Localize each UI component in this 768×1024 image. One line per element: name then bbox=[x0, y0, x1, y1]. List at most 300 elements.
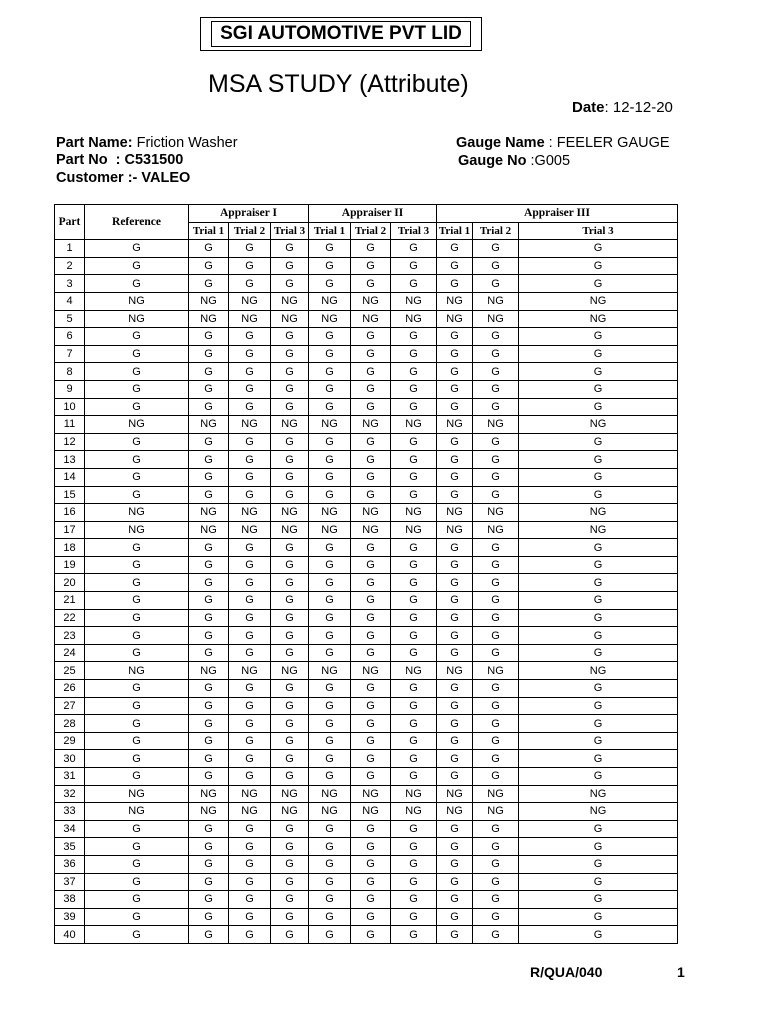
trial-result-cell: G bbox=[271, 380, 309, 398]
trial-result-cell: G bbox=[473, 257, 519, 275]
trial-result-cell: G bbox=[391, 926, 437, 944]
trial-result-cell: G bbox=[229, 644, 271, 662]
part-number-cell: 19 bbox=[55, 556, 85, 574]
appraiser-1-header: Appraiser I bbox=[189, 205, 309, 223]
trial-result-cell: G bbox=[519, 539, 678, 557]
trial-result-cell: G bbox=[391, 433, 437, 451]
trial-result-cell: G bbox=[391, 345, 437, 363]
trial-result-cell: G bbox=[229, 838, 271, 856]
trial-result-cell: G bbox=[519, 574, 678, 592]
trial-result-cell: G bbox=[391, 644, 437, 662]
part-no-label: Part No bbox=[56, 152, 108, 168]
trial-result-cell: G bbox=[473, 398, 519, 416]
trial-result-cell: G bbox=[391, 697, 437, 715]
trial-result-cell: G bbox=[519, 433, 678, 451]
trial-result-cell: G bbox=[351, 644, 391, 662]
trial-result-cell: G bbox=[473, 926, 519, 944]
table-row bbox=[55, 451, 678, 469]
trial-result-cell: G bbox=[189, 451, 229, 469]
gauge-no-label: Gauge No bbox=[458, 153, 527, 169]
trial-result-cell: G bbox=[519, 873, 678, 891]
trial-result-cell: NG bbox=[351, 416, 391, 434]
trial-result-cell: G bbox=[189, 768, 229, 786]
trial-result-cell: G bbox=[391, 486, 437, 504]
trial-result-cell: G bbox=[437, 363, 473, 381]
reference-cell: G bbox=[85, 908, 189, 926]
table-row bbox=[55, 292, 678, 310]
trial-result-cell: G bbox=[309, 926, 351, 944]
trial-result-cell: NG bbox=[189, 504, 229, 522]
trial-result-cell: G bbox=[271, 627, 309, 645]
trial-result-cell: NG bbox=[189, 662, 229, 680]
table-row bbox=[55, 468, 678, 486]
trial-result-cell: G bbox=[473, 275, 519, 293]
trial-result-cell: G bbox=[271, 609, 309, 627]
trial-result-cell: NG bbox=[473, 785, 519, 803]
trial-result-cell: G bbox=[309, 697, 351, 715]
trial-result-cell: G bbox=[473, 680, 519, 698]
trial-result-cell: G bbox=[473, 574, 519, 592]
part-number-cell: 7 bbox=[55, 345, 85, 363]
trial-result-cell: G bbox=[189, 926, 229, 944]
trial-result-cell: G bbox=[351, 345, 391, 363]
trial-result-cell: G bbox=[229, 768, 271, 786]
trial-result-cell: G bbox=[391, 363, 437, 381]
trial-result-cell: G bbox=[189, 556, 229, 574]
a3-trial-1-header: Trial 1 bbox=[437, 222, 473, 240]
trial-result-cell: NG bbox=[271, 785, 309, 803]
trial-result-cell: NG bbox=[271, 310, 309, 328]
part-number-cell: 29 bbox=[55, 732, 85, 750]
part-name-field bbox=[56, 135, 238, 151]
gauge-name-value: : FEELER GAUGE bbox=[544, 135, 670, 151]
trial-result-cell: NG bbox=[309, 785, 351, 803]
trial-result-cell: NG bbox=[309, 310, 351, 328]
table-row bbox=[55, 926, 678, 944]
trial-result-cell: G bbox=[271, 451, 309, 469]
trial-result-cell: G bbox=[309, 539, 351, 557]
trial-result-cell: G bbox=[391, 257, 437, 275]
date-label: Date bbox=[572, 99, 605, 116]
trial-result-cell: G bbox=[519, 838, 678, 856]
trial-result-cell: G bbox=[391, 609, 437, 627]
trial-result-cell: NG bbox=[391, 310, 437, 328]
trial-result-cell: G bbox=[473, 328, 519, 346]
trial-result-cell: NG bbox=[229, 310, 271, 328]
trial-result-cell: G bbox=[309, 750, 351, 768]
trial-result-cell: G bbox=[189, 398, 229, 416]
trial-result-cell: G bbox=[189, 275, 229, 293]
gauge-no-field bbox=[458, 153, 570, 169]
trial-result-cell: G bbox=[473, 451, 519, 469]
trial-result-cell: NG bbox=[309, 662, 351, 680]
trial-result-cell: G bbox=[437, 750, 473, 768]
trial-result-cell: G bbox=[309, 363, 351, 381]
table-row bbox=[55, 680, 678, 698]
part-number-cell: 26 bbox=[55, 680, 85, 698]
trial-result-cell: G bbox=[519, 855, 678, 873]
part-number-cell: 2 bbox=[55, 257, 85, 275]
trial-result-cell: G bbox=[189, 820, 229, 838]
table-row bbox=[55, 345, 678, 363]
part-number-cell: 12 bbox=[55, 433, 85, 451]
trial-result-cell: G bbox=[189, 715, 229, 733]
trial-result-cell: G bbox=[519, 451, 678, 469]
trial-result-cell: G bbox=[391, 556, 437, 574]
trial-result-cell: G bbox=[391, 715, 437, 733]
trial-result-cell: G bbox=[473, 363, 519, 381]
table-row bbox=[55, 504, 678, 522]
table-row bbox=[55, 433, 678, 451]
trial-result-cell: G bbox=[437, 240, 473, 258]
trial-result-cell: G bbox=[391, 574, 437, 592]
trial-result-cell: G bbox=[391, 468, 437, 486]
table-row bbox=[55, 715, 678, 733]
trial-result-cell: G bbox=[271, 468, 309, 486]
trial-result-cell: G bbox=[391, 820, 437, 838]
trial-result-cell: NG bbox=[519, 803, 678, 821]
trial-result-cell: G bbox=[391, 275, 437, 293]
trial-result-cell: G bbox=[189, 873, 229, 891]
trial-result-cell: G bbox=[229, 451, 271, 469]
trial-result-cell: G bbox=[189, 328, 229, 346]
reference-cell: G bbox=[85, 715, 189, 733]
trial-result-cell: G bbox=[351, 433, 391, 451]
trial-result-cell: G bbox=[229, 592, 271, 610]
part-number-cell: 22 bbox=[55, 609, 85, 627]
table-row bbox=[55, 486, 678, 504]
trial-result-cell: G bbox=[189, 750, 229, 768]
trial-result-cell: G bbox=[271, 592, 309, 610]
trial-result-cell: G bbox=[473, 855, 519, 873]
a2-trial-3-header: Trial 3 bbox=[391, 222, 437, 240]
trial-result-cell: G bbox=[351, 609, 391, 627]
table-row bbox=[55, 539, 678, 557]
trial-result-cell: G bbox=[473, 873, 519, 891]
reference-header: Reference bbox=[85, 205, 189, 240]
trial-result-cell: G bbox=[437, 873, 473, 891]
trial-result-cell: G bbox=[351, 363, 391, 381]
trial-result-cell: NG bbox=[519, 416, 678, 434]
a1-trial-2-header: Trial 2 bbox=[229, 222, 271, 240]
part-no-field bbox=[56, 152, 183, 168]
trial-result-cell: G bbox=[519, 240, 678, 258]
trial-result-cell: NG bbox=[229, 292, 271, 310]
trial-result-cell: G bbox=[351, 627, 391, 645]
trial-result-cell: NG bbox=[519, 504, 678, 522]
trial-result-cell: G bbox=[271, 697, 309, 715]
trial-result-cell: NG bbox=[437, 310, 473, 328]
part-number-cell: 27 bbox=[55, 697, 85, 715]
part-number-cell: 8 bbox=[55, 363, 85, 381]
table-row bbox=[55, 363, 678, 381]
trial-result-cell: NG bbox=[437, 504, 473, 522]
table-row bbox=[55, 697, 678, 715]
table-row bbox=[55, 380, 678, 398]
gauge-name-field bbox=[456, 135, 670, 151]
trial-result-cell: NG bbox=[309, 521, 351, 539]
reference-cell: G bbox=[85, 750, 189, 768]
trial-result-cell: NG bbox=[309, 292, 351, 310]
trial-result-cell: G bbox=[309, 838, 351, 856]
trial-result-cell: G bbox=[271, 768, 309, 786]
a2-trial-2-header: Trial 2 bbox=[351, 222, 391, 240]
part-number-cell: 18 bbox=[55, 539, 85, 557]
trial-result-cell: NG bbox=[437, 292, 473, 310]
trial-result-cell: G bbox=[437, 908, 473, 926]
trial-result-cell: NG bbox=[189, 521, 229, 539]
trial-result-cell: G bbox=[473, 820, 519, 838]
trial-result-cell: G bbox=[519, 609, 678, 627]
reference-cell: G bbox=[85, 328, 189, 346]
trial-result-cell: NG bbox=[271, 662, 309, 680]
trial-result-cell: G bbox=[473, 468, 519, 486]
trial-result-cell: G bbox=[519, 398, 678, 416]
table-row bbox=[55, 803, 678, 821]
trial-result-cell: G bbox=[351, 732, 391, 750]
reference-cell: NG bbox=[85, 416, 189, 434]
part-number-cell: 36 bbox=[55, 855, 85, 873]
trial-result-cell: G bbox=[271, 855, 309, 873]
trial-result-cell: G bbox=[189, 433, 229, 451]
table-row bbox=[55, 310, 678, 328]
reference-cell: G bbox=[85, 363, 189, 381]
trial-result-cell: G bbox=[437, 486, 473, 504]
trial-result-cell: NG bbox=[351, 521, 391, 539]
part-number-cell: 17 bbox=[55, 521, 85, 539]
trial-result-cell: G bbox=[271, 908, 309, 926]
trial-result-cell: NG bbox=[271, 521, 309, 539]
document-title: MSA STUDY (Attribute) bbox=[208, 70, 469, 98]
trial-result-cell: G bbox=[437, 328, 473, 346]
part-number-cell: 5 bbox=[55, 310, 85, 328]
reference-cell: NG bbox=[85, 662, 189, 680]
trial-result-cell: G bbox=[437, 574, 473, 592]
trial-result-cell: G bbox=[351, 574, 391, 592]
trial-result-cell: G bbox=[309, 609, 351, 627]
trial-result-cell: G bbox=[519, 732, 678, 750]
reference-cell: G bbox=[85, 873, 189, 891]
trial-result-cell: G bbox=[229, 486, 271, 504]
trial-result-cell: G bbox=[351, 539, 391, 557]
trial-result-cell: G bbox=[351, 257, 391, 275]
trial-result-cell: G bbox=[229, 820, 271, 838]
a1-trial-1-header: Trial 1 bbox=[189, 222, 229, 240]
reference-cell: G bbox=[85, 768, 189, 786]
trial-result-cell: G bbox=[309, 627, 351, 645]
part-number-cell: 40 bbox=[55, 926, 85, 944]
part-number-cell: 34 bbox=[55, 820, 85, 838]
appraiser-2-header: Appraiser II bbox=[309, 205, 437, 223]
trial-result-cell: NG bbox=[271, 803, 309, 821]
trial-result-cell: G bbox=[271, 363, 309, 381]
table-row bbox=[55, 240, 678, 258]
trial-result-cell: G bbox=[229, 380, 271, 398]
trial-result-cell: G bbox=[189, 257, 229, 275]
part-number-cell: 23 bbox=[55, 627, 85, 645]
trial-result-cell: NG bbox=[309, 416, 351, 434]
reference-cell: G bbox=[85, 680, 189, 698]
trial-result-cell: G bbox=[309, 556, 351, 574]
part-number-cell: 11 bbox=[55, 416, 85, 434]
trial-result-cell: G bbox=[309, 873, 351, 891]
trial-result-cell: G bbox=[437, 697, 473, 715]
customer-field bbox=[56, 170, 190, 186]
a3-trial-3-header: Trial 3 bbox=[519, 222, 678, 240]
trial-result-cell: G bbox=[519, 363, 678, 381]
company-name: SGI AUTOMOTIVE PVT LID bbox=[211, 21, 471, 47]
trial-result-cell: NG bbox=[437, 521, 473, 539]
trial-result-cell: NG bbox=[473, 803, 519, 821]
reference-cell: G bbox=[85, 592, 189, 610]
trial-result-cell: G bbox=[309, 328, 351, 346]
reference-cell: G bbox=[85, 240, 189, 258]
trial-result-cell: G bbox=[351, 328, 391, 346]
reference-cell: G bbox=[85, 451, 189, 469]
trial-result-cell: G bbox=[351, 855, 391, 873]
trial-result-cell: G bbox=[229, 908, 271, 926]
trial-result-cell: NG bbox=[229, 521, 271, 539]
trial-result-cell: NG bbox=[437, 416, 473, 434]
trial-result-cell: G bbox=[473, 891, 519, 909]
reference-cell: NG bbox=[85, 310, 189, 328]
trial-result-cell: G bbox=[391, 873, 437, 891]
trial-result-cell: G bbox=[271, 926, 309, 944]
part-number-cell: 14 bbox=[55, 468, 85, 486]
trial-result-cell: G bbox=[271, 345, 309, 363]
trial-result-cell: NG bbox=[271, 292, 309, 310]
trial-result-cell: G bbox=[351, 926, 391, 944]
trial-result-cell: G bbox=[351, 750, 391, 768]
trial-result-cell: NG bbox=[519, 292, 678, 310]
table-row bbox=[55, 838, 678, 856]
trial-result-cell: G bbox=[229, 609, 271, 627]
trial-result-cell: G bbox=[271, 539, 309, 557]
trial-result-cell: G bbox=[437, 820, 473, 838]
trial-result-cell: G bbox=[271, 680, 309, 698]
trial-result-cell: NG bbox=[437, 662, 473, 680]
trial-result-cell: G bbox=[229, 855, 271, 873]
table-row bbox=[55, 275, 678, 293]
trial-result-cell: G bbox=[229, 574, 271, 592]
table-row bbox=[55, 785, 678, 803]
table-row bbox=[55, 627, 678, 645]
trial-result-cell: G bbox=[309, 855, 351, 873]
trial-result-cell: G bbox=[351, 697, 391, 715]
trial-result-cell: G bbox=[519, 257, 678, 275]
trial-result-cell: G bbox=[309, 732, 351, 750]
part-number-cell: 38 bbox=[55, 891, 85, 909]
trial-result-cell: G bbox=[271, 873, 309, 891]
part-number-cell: 24 bbox=[55, 644, 85, 662]
gauge-no-value: :G005 bbox=[526, 153, 571, 169]
trial-result-cell: G bbox=[309, 257, 351, 275]
part-header: Part bbox=[55, 205, 85, 240]
trial-result-cell: G bbox=[437, 345, 473, 363]
table-row bbox=[55, 592, 678, 610]
customer-label: Customer :- VALEO bbox=[56, 170, 191, 186]
trial-result-cell: G bbox=[229, 328, 271, 346]
trial-result-cell: G bbox=[189, 908, 229, 926]
part-number-cell: 39 bbox=[55, 908, 85, 926]
table-row bbox=[55, 644, 678, 662]
trial-result-cell: G bbox=[271, 556, 309, 574]
trial-result-cell: G bbox=[391, 328, 437, 346]
trial-result-cell: G bbox=[473, 609, 519, 627]
trial-result-cell: G bbox=[351, 838, 391, 856]
trial-result-cell: G bbox=[473, 838, 519, 856]
trial-result-cell: G bbox=[437, 855, 473, 873]
trial-result-cell: NG bbox=[351, 662, 391, 680]
table-row bbox=[55, 662, 678, 680]
trial-result-cell: G bbox=[271, 486, 309, 504]
part-number-cell: 28 bbox=[55, 715, 85, 733]
trial-result-cell: NG bbox=[271, 504, 309, 522]
table-row bbox=[55, 328, 678, 346]
trial-result-cell: G bbox=[437, 768, 473, 786]
reference-cell: NG bbox=[85, 521, 189, 539]
trial-result-cell: G bbox=[271, 257, 309, 275]
trial-result-cell: G bbox=[473, 345, 519, 363]
table-row bbox=[55, 609, 678, 627]
trial-result-cell: NG bbox=[189, 292, 229, 310]
trial-result-cell: G bbox=[473, 715, 519, 733]
trial-result-cell: NG bbox=[189, 416, 229, 434]
trial-result-cell: G bbox=[229, 750, 271, 768]
trial-result-cell: G bbox=[229, 873, 271, 891]
part-number-cell: 1 bbox=[55, 240, 85, 258]
trial-result-cell: NG bbox=[351, 803, 391, 821]
reference-cell: NG bbox=[85, 292, 189, 310]
trial-result-cell: G bbox=[473, 697, 519, 715]
reference-cell: NG bbox=[85, 803, 189, 821]
trial-result-cell: G bbox=[391, 240, 437, 258]
reference-cell: G bbox=[85, 345, 189, 363]
part-number-cell: 21 bbox=[55, 592, 85, 610]
trial-result-cell: G bbox=[437, 926, 473, 944]
trial-result-cell: G bbox=[189, 574, 229, 592]
table-row bbox=[55, 416, 678, 434]
trial-result-cell: G bbox=[437, 592, 473, 610]
trial-result-cell: G bbox=[189, 644, 229, 662]
table-row bbox=[55, 768, 678, 786]
a1-trial-3-header: Trial 3 bbox=[271, 222, 309, 240]
trial-result-cell: G bbox=[229, 697, 271, 715]
trial-result-cell: NG bbox=[473, 504, 519, 522]
reference-cell: G bbox=[85, 468, 189, 486]
trial-result-cell: G bbox=[519, 644, 678, 662]
trial-result-cell: NG bbox=[391, 785, 437, 803]
trial-result-cell: G bbox=[189, 363, 229, 381]
a2-trial-1-header: Trial 1 bbox=[309, 222, 351, 240]
trial-result-cell: G bbox=[391, 838, 437, 856]
reference-cell: G bbox=[85, 891, 189, 909]
part-number-cell: 33 bbox=[55, 803, 85, 821]
trial-result-cell: G bbox=[309, 768, 351, 786]
table-row bbox=[55, 574, 678, 592]
table-row bbox=[55, 855, 678, 873]
trial-result-cell: G bbox=[437, 398, 473, 416]
trial-result-cell: G bbox=[473, 732, 519, 750]
trial-result-cell: G bbox=[271, 715, 309, 733]
trial-result-cell: G bbox=[309, 715, 351, 733]
trial-result-cell: G bbox=[229, 627, 271, 645]
document-code: R/QUA/040 bbox=[530, 964, 603, 980]
trial-result-cell: G bbox=[309, 398, 351, 416]
trial-result-cell: G bbox=[473, 380, 519, 398]
trial-result-cell: G bbox=[309, 380, 351, 398]
trial-result-cell: G bbox=[271, 398, 309, 416]
